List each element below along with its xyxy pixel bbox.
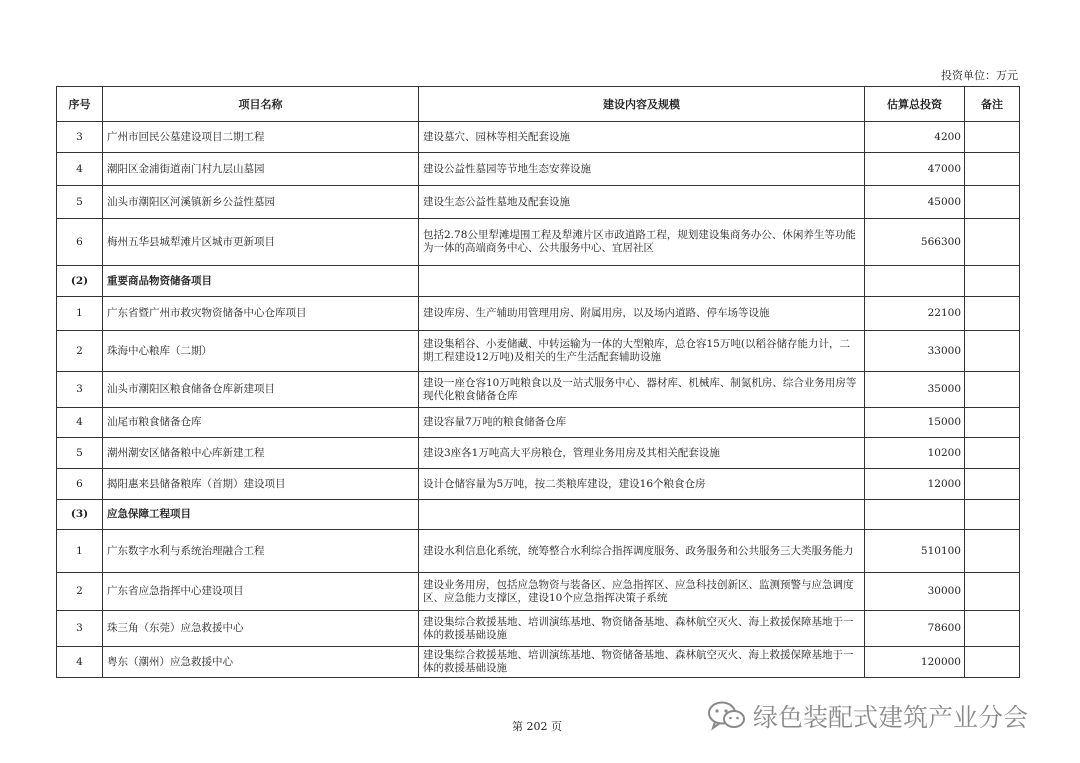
- investment-unit-note: 投资单位：万元: [941, 69, 1018, 82]
- cell-remarks: [965, 219, 1020, 266]
- cell-investment: 15000: [865, 408, 965, 438]
- cell-seq: 5: [57, 438, 103, 469]
- cell-content: 建设公益性墓园等节地生态安葬设施: [419, 153, 865, 186]
- cell-investment: 12000: [865, 469, 965, 500]
- table-row: [57, 647, 1020, 678]
- cell-content: 建设生态公益性墓地及配套设施: [419, 186, 865, 219]
- cell-seq: 4: [57, 153, 103, 186]
- cell-investment: [865, 266, 965, 297]
- wechat-icon: [707, 700, 747, 732]
- cell-content: 包括2.78公里犁滩堤围工程及犁滩片区市政道路工程，规划建设集商务办公、休闲养生等功能为一体的高端商务中心、公共服务中心、宜居社区: [419, 219, 865, 266]
- cell-name: 广东数字水利与系统治理融合工程: [103, 530, 419, 573]
- cell-content: [419, 500, 865, 530]
- header-investment: 估算总投资: [865, 87, 965, 122]
- table-row: [57, 219, 1020, 266]
- cell-content: 建设容量7万吨的粮食储备仓库: [419, 408, 865, 438]
- section-row: [57, 500, 1020, 530]
- cell-name: 汕头市潮阳区河溪镇新乡公益性墓园: [103, 186, 419, 219]
- table-row: [57, 611, 1020, 647]
- cell-investment: 510100: [865, 530, 965, 573]
- cell-remarks: [965, 122, 1020, 153]
- table-row: [57, 297, 1020, 331]
- cell-remarks: [965, 438, 1020, 469]
- cell-name: 揭阳惠来县储备粮库（首期）建设项目: [103, 469, 419, 500]
- table-row: [57, 438, 1020, 469]
- header-remarks: 备注: [965, 87, 1020, 122]
- cell-seq: 1: [57, 297, 103, 331]
- cell-seq: 5: [57, 186, 103, 219]
- table-row: [57, 372, 1020, 408]
- table-row: [57, 573, 1020, 611]
- cell-name: 潮阳区金浦街道南门村九层山墓园: [103, 153, 419, 186]
- cell-name: 广州市回民公墓建设项目二期工程: [103, 122, 419, 153]
- cell-seq: 4: [57, 408, 103, 438]
- cell-investment: 45000: [865, 186, 965, 219]
- cell-content: 建设业务用房，包括应急物资与装备区、应急指挥区、应急科技创新区、监测预警与应急调度区、应急能力支撑区，建设10个应急指挥决策子系统: [419, 573, 865, 611]
- table-row: [57, 122, 1020, 153]
- cell-seq: 3: [57, 372, 103, 408]
- cell-remarks: [965, 408, 1020, 438]
- cell-remarks: [965, 647, 1020, 678]
- cell-seq: (2): [57, 266, 103, 297]
- cell-seq: 3: [57, 611, 103, 647]
- cell-remarks: [965, 297, 1020, 331]
- table-row: [57, 331, 1020, 372]
- cell-content: 建设水利信息化系统，统筹整合水利综合指挥调度服务、政务服务和公共服务三大类服务能力: [419, 530, 865, 573]
- cell-name: 珠三角（东莞）应急救援中心: [103, 611, 419, 647]
- cell-seq: (3): [57, 500, 103, 530]
- cell-seq: 1: [57, 530, 103, 573]
- cell-seq: 3: [57, 122, 103, 153]
- cell-name: 广东省暨广州市救灾物资储备中心仓库项目: [103, 297, 419, 331]
- table-row: [57, 469, 1020, 500]
- cell-remarks: [965, 611, 1020, 647]
- cell-investment: 33000: [865, 331, 965, 372]
- cell-content: 建设墓穴、园林等相关配套设施: [419, 122, 865, 153]
- cell-seq: 2: [57, 331, 103, 372]
- cell-content: 建设库房、生产辅助用管理用房、附属用房，以及场内道路、停车场等设施: [419, 297, 865, 331]
- cell-investment: 30000: [865, 573, 965, 611]
- cell-remarks: [965, 530, 1020, 573]
- header-seq: 序号: [57, 87, 103, 122]
- watermark-text: 绿色装配式建筑产业分会: [753, 703, 1029, 732]
- watermark: [707, 698, 1028, 734]
- cell-name: 重要商品物资储备项目: [103, 266, 419, 297]
- cell-investment: 47000: [865, 153, 965, 186]
- table-header-row: [57, 87, 1020, 122]
- cell-name: 汕尾市粮食储备仓库: [103, 408, 419, 438]
- cell-remarks: [965, 372, 1020, 408]
- cell-name: 粤东（潮州）应急救援中心: [103, 647, 419, 678]
- cell-content: 建设集综合救援基地、培训演练基地、物资储备基地、森林航空灭火、海上救援保障基地于一体的救援基础设施: [419, 611, 865, 647]
- cell-seq: 6: [57, 219, 103, 266]
- cell-name: 梅州五华县城犁滩片区城市更新项目: [103, 219, 419, 266]
- cell-remarks: [965, 266, 1020, 297]
- table-row: [57, 408, 1020, 438]
- cell-investment: 22100: [865, 297, 965, 331]
- cell-remarks: [965, 331, 1020, 372]
- cell-remarks: [965, 153, 1020, 186]
- table-row: [57, 153, 1020, 186]
- cell-seq: 6: [57, 469, 103, 500]
- cell-seq: 2: [57, 573, 103, 611]
- cell-remarks: [965, 186, 1020, 219]
- cell-name: 汕头市潮阳区粮食储备仓库新建项目: [103, 372, 419, 408]
- project-table: [56, 86, 1020, 678]
- cell-investment: 78600: [865, 611, 965, 647]
- cell-remarks: [965, 500, 1020, 530]
- section-row: [57, 266, 1020, 297]
- cell-remarks: [965, 469, 1020, 500]
- cell-seq: 4: [57, 647, 103, 678]
- cell-investment: 10200: [865, 438, 965, 469]
- table-row: [57, 186, 1020, 219]
- cell-content: 建设集稻谷、小麦储藏、中转运输为一体的大型粮库，总仓容15万吨(以稻谷储存能力计，二期工程建设12万吨)及相关的生产生活配套辅助设施: [419, 331, 865, 372]
- header-content: 建设内容及规模: [419, 87, 865, 122]
- cell-investment: 35000: [865, 372, 965, 408]
- cell-name: 潮州潮安区储备粮中心库新建工程: [103, 438, 419, 469]
- cell-content: 建设3座各1万吨高大平房粮仓，管理业务用房及其相关配套设施: [419, 438, 865, 469]
- cell-investment: 566300: [865, 219, 965, 266]
- cell-name: 应急保障工程项目: [103, 500, 419, 530]
- cell-name: 珠海中心粮库（二期）: [103, 331, 419, 372]
- cell-investment: 120000: [865, 647, 965, 678]
- table-body: [57, 122, 1020, 678]
- cell-investment: 4200: [865, 122, 965, 153]
- cell-content: 设计仓储容量为5万吨，按二类粮库建设，建设16个粮食仓房: [419, 469, 865, 500]
- header-name: 项目名称: [103, 87, 419, 122]
- table-row: [57, 530, 1020, 573]
- cell-content: 建设一座仓容10万吨粮食以及一站式服务中心、器材库、机械库、制氮机房、综合业务用房等现代化粮食储备仓库: [419, 372, 865, 408]
- cell-remarks: [965, 573, 1020, 611]
- cell-content: 建设集综合救援基地、培训演练基地、物资储备基地、森林航空灭火、海上救援保障基地于一体的救援基础设施: [419, 647, 865, 678]
- page-number: 第 202 页: [512, 720, 562, 733]
- cell-name: 广东省应急指挥中心建设项目: [103, 573, 419, 611]
- cell-content: [419, 266, 865, 297]
- cell-investment: [865, 500, 965, 530]
